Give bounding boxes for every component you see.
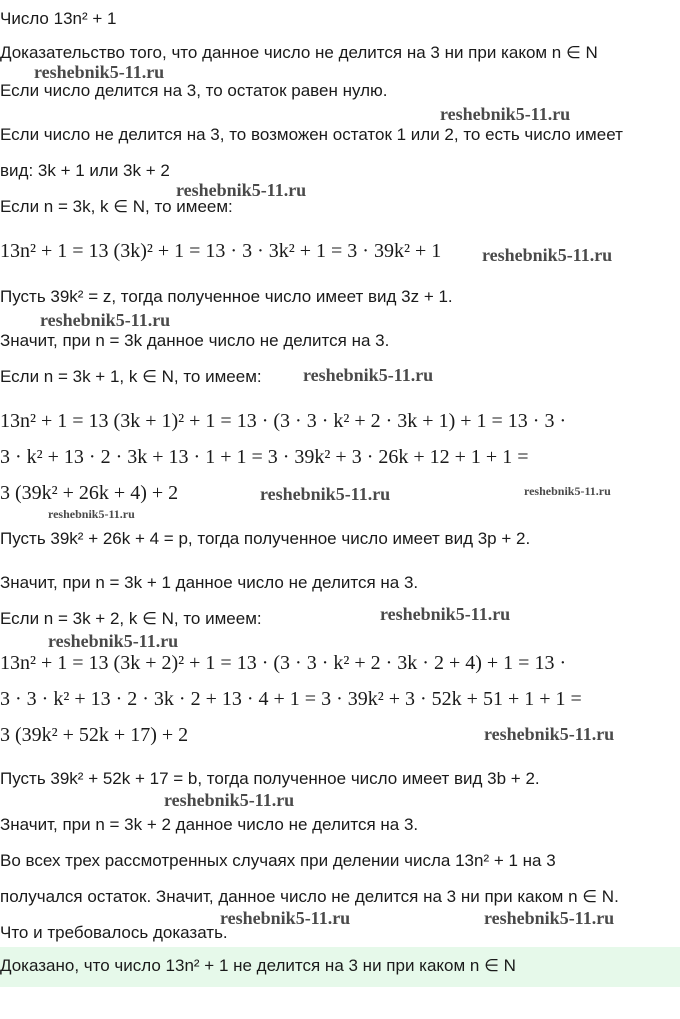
case3-formula-3: 3 (39k² + 52k + 17) + 2: [0, 724, 189, 746]
watermark: reshebnik5-11.ru: [440, 104, 571, 124]
title-line: Число 13n² + 1: [0, 9, 117, 28]
case2-formula-1: 13n² + 1 = 13 (3k + 1)² + 1 = 13 · (3 · 3 · k² + 2 · 3k + 1) + 1 = 13 · 3 ·: [0, 410, 567, 432]
watermark: reshebnik5-11.ru: [482, 245, 613, 265]
watermark: reshebnik5-11.ru: [48, 631, 179, 651]
watermark: reshebnik5-11.ru: [484, 724, 615, 744]
watermark: reshebnik5-11.ru: [220, 908, 351, 928]
text-line-3: Если число делится на 3, то остаток равен нулю.: [0, 81, 388, 100]
watermark: reshebnik5-11.ru: [260, 484, 391, 504]
case1-heading: Если n = 3k, k ∈ N, то имеем:: [0, 197, 233, 216]
case2-formula-2: 3 · k² + 13 · 2 · 3k + 13 · 1 + 1 = 3 · 39k² + 3 · 26k + 12 + 1 + 1 =: [0, 446, 529, 468]
case1-conclusion: Значит, при n = 3k данное число не делится на 3.: [0, 331, 390, 350]
case3-let: Пусть 39k² + 52k + 17 = b, тогда полученное число имеет вид 3b + 2.: [0, 769, 540, 788]
watermark: reshebnik5-11.ru: [176, 180, 307, 200]
watermark: reshebnik5-11.ru: [34, 62, 165, 82]
case2-conclusion: Значит, при n = 3k + 1 данное число не делится на 3.: [0, 573, 419, 592]
watermark: reshebnik5-11.ru: [524, 484, 611, 498]
text-line-4: Если число не делится на 3, то возможен остаток 1 или 2, то есть число имеет: [0, 125, 623, 144]
watermark: reshebnik5-11.ru: [48, 507, 135, 521]
case1-formula: 13n² + 1 = 13 (3k)² + 1 = 13 · 3 · 3k² + 1 = 3 · 39k² + 1: [0, 240, 442, 262]
summary-line-1: Во всех трех рассмотренных случаях при делении числа 13n² + 1 на 3: [0, 851, 556, 870]
watermark: reshebnik5-11.ru: [303, 365, 434, 385]
answer-box: [0, 947, 680, 987]
watermark: reshebnik5-11.ru: [484, 908, 615, 928]
qed-line: Что и требовалось доказать.: [0, 923, 228, 942]
proof-heading: Доказательство того, что данное число не делится на 3 ни при каком n ∈ N: [0, 43, 598, 62]
answer-text: Доказано, что число 13n² + 1 не делится на 3 ни при каком n ∈ N: [0, 956, 516, 975]
case3-conclusion: Значит, при n = 3k + 2 данное число не делится на 3.: [0, 815, 419, 834]
case3-formula-2: 3 · 3 · k² + 13 · 2 · 3k · 2 + 13 · 4 + 1 = 3 · 39k² + 3 · 52k + 51 + 1 + 1 =: [0, 688, 582, 710]
case3-heading: Если n = 3k + 2, k ∈ N, то имеем:: [0, 609, 262, 628]
watermark: reshebnik5-11.ru: [40, 310, 171, 330]
case3-formula-1: 13n² + 1 = 13 (3k + 2)² + 1 = 13 · (3 · 3 · k² + 2 · 3k · 2 + 4) + 1 = 13 ·: [0, 652, 567, 674]
case2-let: Пусть 39k² + 26k + 4 = p, тогда полученное число имеет вид 3p + 2.: [0, 529, 531, 548]
case1-let: Пусть 39k² = z, тогда полученное число имеет вид 3z + 1.: [0, 287, 453, 306]
case2-formula-3: 3 (39k² + 26k + 4) + 2: [0, 482, 179, 504]
text-line-5: вид: 3k + 1 или 3k + 2: [0, 161, 170, 180]
watermark: reshebnik5-11.ru: [380, 604, 511, 624]
case2-heading: Если n = 3k + 1, k ∈ N, то имеем:: [0, 367, 262, 386]
watermark: reshebnik5-11.ru: [164, 790, 295, 810]
summary-line-2: получался остаток. Значит, данное число не делится на 3 ни при каком n ∈ N.: [0, 887, 619, 906]
